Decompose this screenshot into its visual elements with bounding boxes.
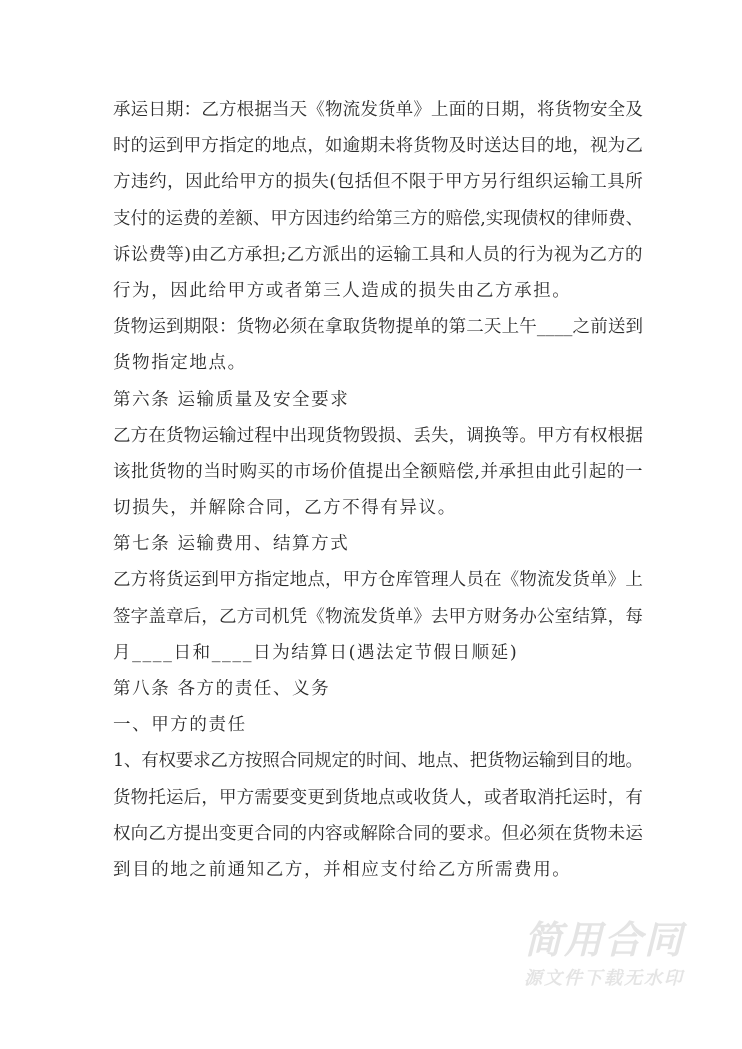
text-line: 货物指定地点。 — [113, 353, 247, 374]
text-line: 方违约，因此给甲方的损失(包括但不限于甲方另行组织运输工具所 — [113, 172, 644, 193]
section-heading: 第八条 各方的责任、义务 — [113, 679, 331, 699]
text-line: 月____日和____日为结算日(遇法定节假日顺延) — [113, 642, 519, 663]
text-line: 签字盖章后，乙方司机凭《物流发货单》去甲方财务办公室结算，每 — [113, 606, 643, 627]
watermark-subtitle: 源文件下载无水印 — [524, 968, 684, 989]
text-line: 该批货物的当时购买的市场价值提出全额赔偿,并承担由此引起的一 — [113, 461, 644, 482]
text-line: 权向乙方提出变更合同的内容或解除合同的要求。但必须在货物未运 — [113, 823, 643, 844]
text-line: 到目的地之前通知乙方，并相应支付给乙方所需费用。 — [113, 859, 572, 880]
text-line: 时的运到甲方指定的地点，如逾期未将货物及时送达目的地，视为乙 — [113, 136, 643, 157]
text-line: 切损失，并解除合同，乙方不得有异议。 — [113, 498, 457, 519]
text-line: 乙方将货运到甲方指定地点，甲方仓库管理人员在《物流发货单》上 — [113, 570, 643, 591]
text-line: 诉讼费等)由乙方承担;乙方派出的运输工具和人员的行为视为乙方的 — [113, 244, 643, 265]
subsection-heading: 一、甲方的责任 — [113, 715, 247, 736]
text-line: 行为，因此给甲方或者第三人造成的损失由乙方承担。 — [113, 280, 572, 301]
text-line: 支付的运费的差额、甲方因违约给第三方的赔偿,实现债权的律师费、 — [113, 208, 644, 229]
section-heading: 第七条 运输费用、结算方式 — [113, 534, 350, 555]
text-line: 货物托运后，甲方需要变更到货地点或收货人，或者取消托运时，有 — [113, 787, 643, 808]
text-line: 货物运到期限：货物必须在拿取货物提单的第二天上午____之前送到 — [113, 317, 644, 338]
section-heading: 第六条 运输质量及安全要求 — [113, 389, 350, 410]
watermark-title: 简用合同 — [523, 918, 684, 962]
document-page — [113, 96, 643, 892]
text-line: 承运日期：乙方根据当天《物流发货单》上面的日期，将货物安全及 — [113, 100, 643, 120]
watermark — [514, 918, 694, 992]
text-line: 乙方在货物运输过程中出现货物毁损、丢失，调换等。甲方有权根据 — [113, 425, 643, 446]
text-line: 1、有权要求乙方按照合同规定的时间、地点、把货物运输到目的地。 — [113, 751, 643, 772]
